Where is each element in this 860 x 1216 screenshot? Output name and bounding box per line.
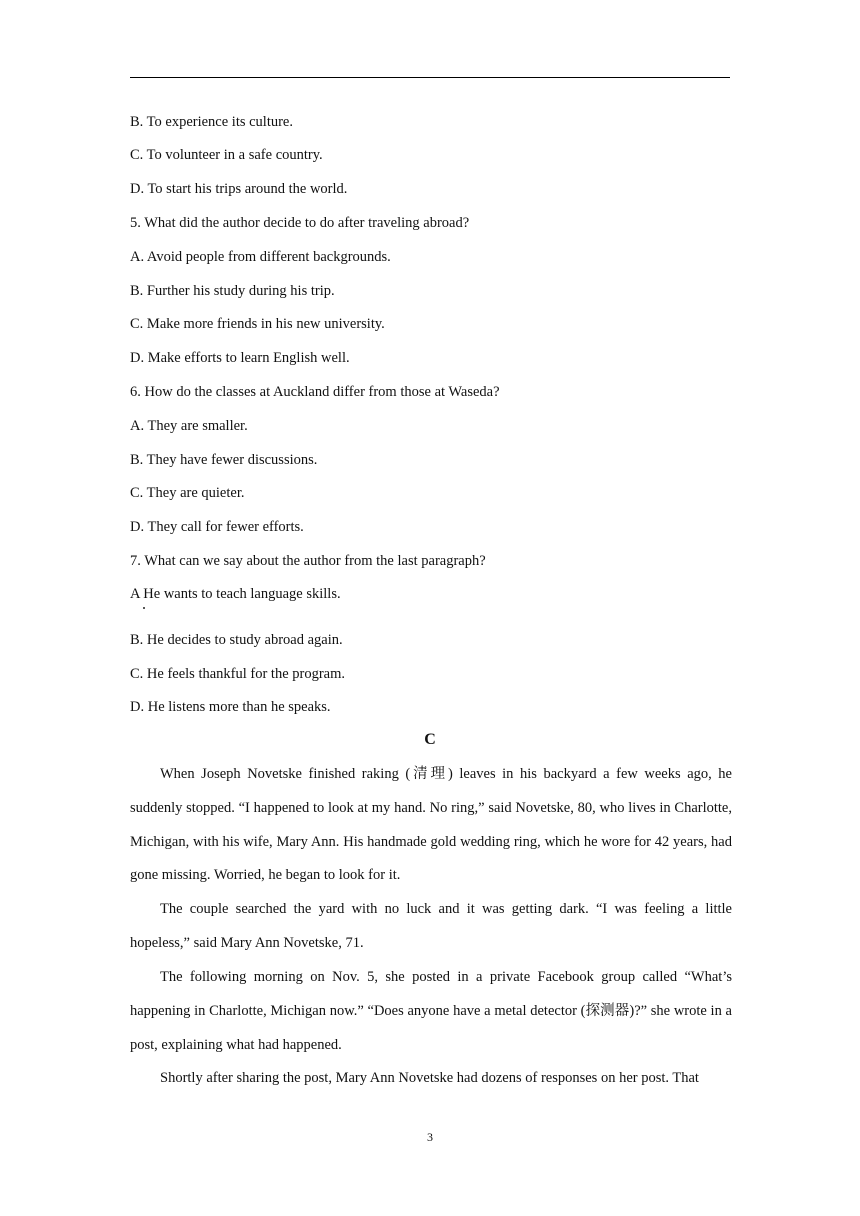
q7-option-a: A He wants to teach language skills. xyxy=(130,586,341,602)
section-heading: C xyxy=(424,731,436,748)
q6-option-a: A. They are smaller. xyxy=(130,418,248,434)
page-number: 3 xyxy=(427,1130,433,1144)
q4-option-d: D. To start his trips around the world. xyxy=(130,181,348,197)
q6-option-d: D. They call for fewer efforts. xyxy=(130,519,304,535)
q6-option-b: B. They have fewer discussions. xyxy=(130,452,318,468)
q5-option-d: D. Make efforts to learn English well. xyxy=(130,350,350,366)
passage-paragraph: When Joseph Novetske finished raking (清理) leaves in his backyard a few weeks ago, he suddenly stopped. “I happened to look at my hand. No ring,” said Novetske, 80, who lives in Charlotte, Michigan, with his wife, Mary Ann. His handmade gold wedding ring, which he wore for 42 years, had gone missing. Worried, he began to look for it. xyxy=(130,766,732,884)
header-rule xyxy=(130,77,730,78)
stray-dot-mark xyxy=(143,607,145,609)
q5-option-a: A. Avoid people from different backgrounds. xyxy=(130,249,391,265)
q6-option-c: C. They are quieter. xyxy=(130,485,245,501)
q6-question: 6. How do the classes at Auckland differ from those at Waseda? xyxy=(130,384,500,400)
q4-option-b: B. To experience its culture. xyxy=(130,114,293,130)
passage-paragraph: The couple searched the yard with no luck and it was getting dark. “I was feeling a little hopeless,” said Mary Ann Novetske, 71. xyxy=(130,901,732,951)
q7-option-d: D. He listens more than he speaks. xyxy=(130,699,331,715)
passage-paragraph: Shortly after sharing the post, Mary Ann Novetske had dozens of responses on her post. That xyxy=(160,1070,699,1086)
q4-option-c: C. To volunteer in a safe country. xyxy=(130,147,323,163)
passage-paragraph: The following morning on Nov. 5, she posted in a private Facebook group called “What’s happening in Charlotte, Michigan now.” “Does anyone have a metal detector (探测器)?” she wrote in a post, explaining what had happened. xyxy=(130,969,732,1053)
q7-option-c: C. He feels thankful for the program. xyxy=(130,666,346,682)
q7-option-b: B. He decides to study abroad again. xyxy=(130,632,343,648)
q5-option-b: B. Further his study during his trip. xyxy=(130,283,335,299)
q5-option-c: C. Make more friends in his new university. xyxy=(130,316,385,332)
q7-question: 7. What can we say about the author from the last paragraph? xyxy=(130,553,486,569)
q5-question: 5. What did the author decide to do after traveling abroad? xyxy=(130,215,470,231)
